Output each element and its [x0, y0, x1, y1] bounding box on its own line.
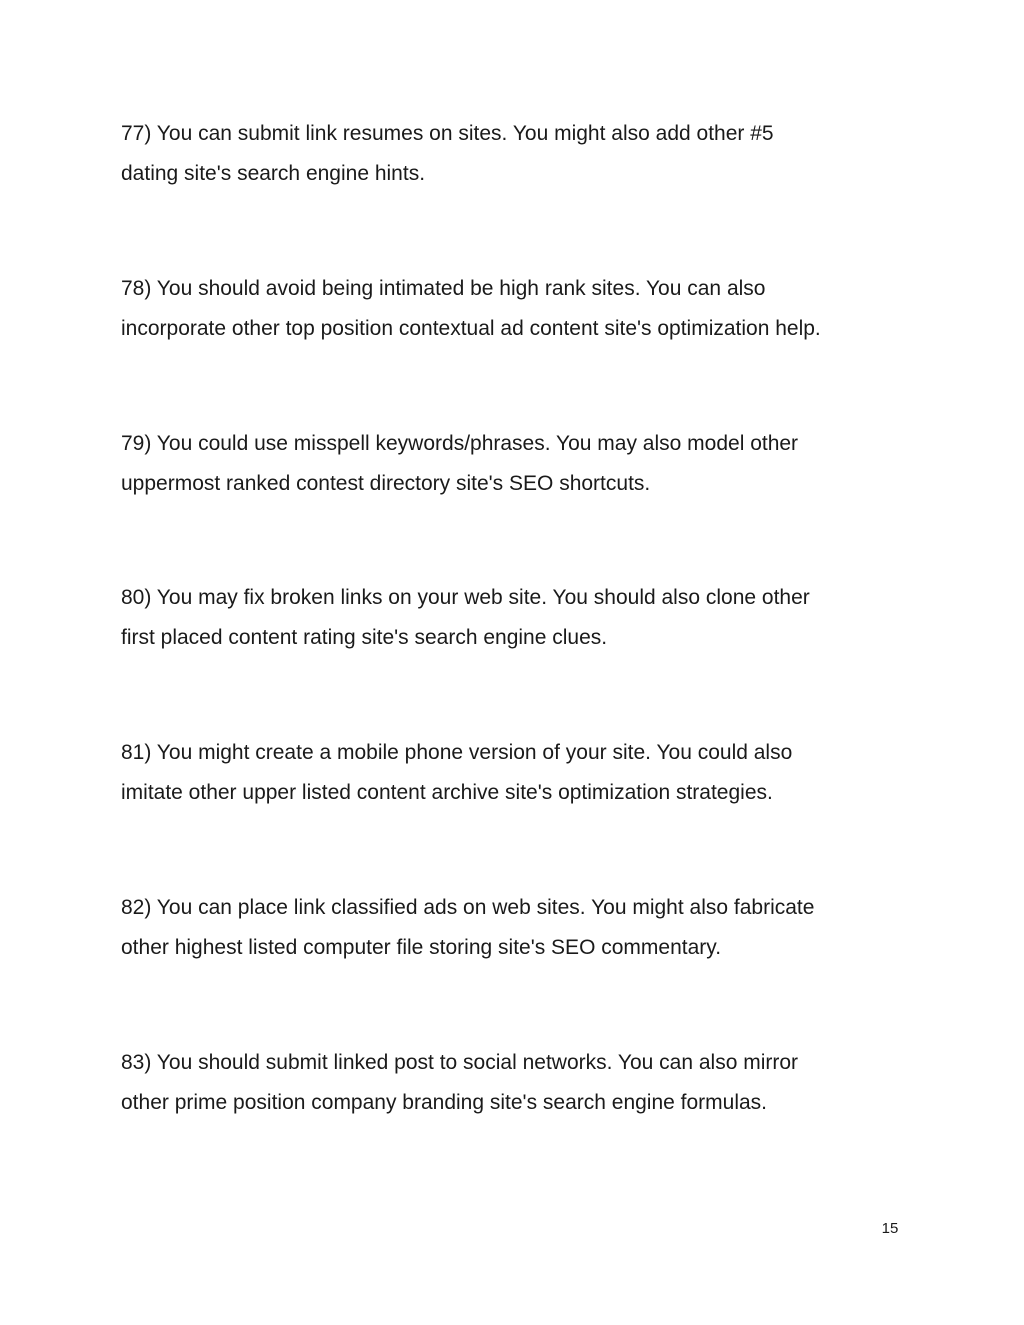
paragraph-78: 78) You should avoid being intimated be high rank sites. You can also incorporate other top position contextual ad content site's optimization help.	[121, 277, 821, 340]
page-number: 15	[881, 1220, 899, 1237]
paragraph-82: 82) You can place link classified ads on web sites. You might also fabricate other highest listed computer file storing site's SEO commentary.	[121, 896, 815, 959]
paragraph-81: 81) You might create a mobile phone version of your site. You could also imitate other upper listed content archive site's optimization strategies.	[121, 741, 793, 804]
paragraph-77: 77) You can submit link resumes on sites. You might also add other #5 dating site's search engine hints.	[121, 122, 774, 185]
paragraph-80: 80) You may fix broken links on your web site. You should also clone other first placed content rating site's search engine clues.	[121, 586, 810, 649]
paragraph-79: 79) You could use misspell keywords/phrases. You may also model other uppermost ranked contest directory site's SEO shortcuts.	[121, 432, 799, 495]
paragraph-83: 83) You should submit linked post to social networks. You can also mirror other prime position company branding site's search engine formulas.	[121, 1051, 799, 1114]
